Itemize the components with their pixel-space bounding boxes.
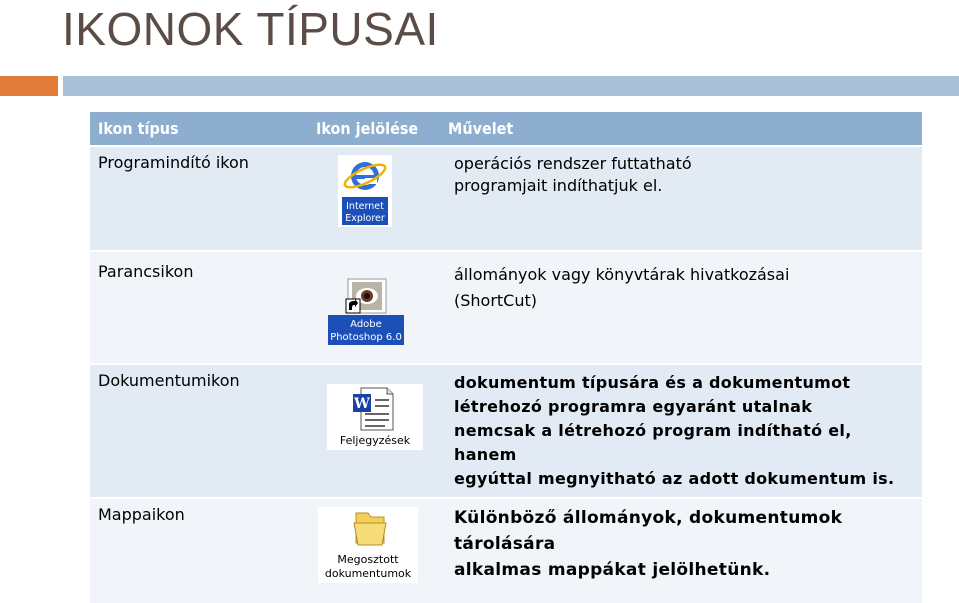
icon-type-cell: Parancsikon xyxy=(90,251,306,364)
accent-bar-orange xyxy=(0,76,58,96)
svg-text:Internet: Internet xyxy=(346,201,384,212)
accent-bar-blue xyxy=(63,76,959,96)
table-row xyxy=(90,364,922,498)
header-icon-type: Ikon típus xyxy=(90,112,306,146)
slide-title: IKONOK TÍPUSAI xyxy=(62,3,439,55)
svg-text:Photoshop 6.0: Photoshop 6.0 xyxy=(330,332,402,343)
svg-text:dokumentumok: dokumentumok xyxy=(324,567,412,580)
svg-text:Feljegyzések: Feljegyzések xyxy=(339,434,411,447)
icon-cell xyxy=(306,146,446,251)
svg-text:W: W xyxy=(354,396,370,412)
icon-cell xyxy=(306,251,446,364)
header-operation: Művelet xyxy=(446,112,922,146)
icon-cell xyxy=(306,364,446,498)
icon-types-table xyxy=(90,112,922,603)
operation-cell: Különböző állományok, dokumentumok tárolására alkalmas mappákat jelölhetünk. xyxy=(446,498,922,603)
operation-cell: operációs rendszer futtatható programjait indíthatjuk el. xyxy=(446,146,922,251)
adobe-photoshop-shortcut-icon xyxy=(328,277,404,345)
operation-cell: állományok vagy könyvtárak hivatkozásai (ShortCut) xyxy=(446,251,922,364)
icon-cell xyxy=(306,498,446,603)
header-icon-marking: Ikon jelölése xyxy=(306,112,446,146)
icon-type-cell: Programindító ikon xyxy=(90,146,306,251)
table-row xyxy=(90,146,922,251)
svg-text:Explorer: Explorer xyxy=(345,213,385,224)
svg-text:Adobe: Adobe xyxy=(350,319,382,330)
shared-folder-icon xyxy=(318,507,418,583)
table-header-row xyxy=(90,112,922,146)
table-row xyxy=(90,251,922,364)
word-document-icon xyxy=(327,384,423,450)
operation-cell: dokumentum típusára és a dokumentumot létrehozó programra egyaránt utalnak nemcsak a létrehozó program indítható el, hanem egyúttal megnyitható az adott dokumentum is. xyxy=(446,364,922,498)
table-row xyxy=(90,498,922,603)
icon-type-cell: Mappaikon xyxy=(90,498,306,603)
internet-explorer-icon xyxy=(338,155,392,227)
icon-type-cell: Dokumentumikon xyxy=(90,364,306,498)
svg-text:Megosztott: Megosztott xyxy=(337,553,399,566)
